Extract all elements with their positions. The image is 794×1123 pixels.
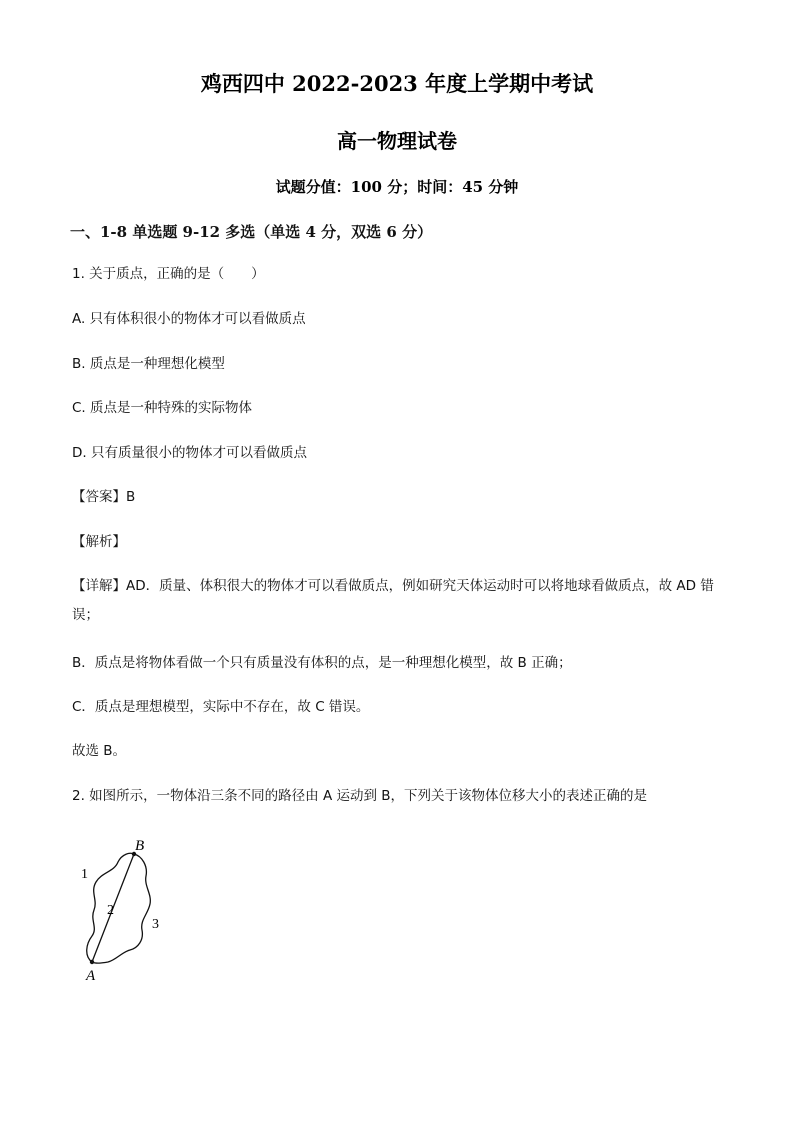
school-exam-title: 鸡西四中 2022-2023 年度上学期中考试 — [200, 71, 594, 96]
question-1-detail-3: C．质点是理想模型，实际中不存在，故 C 错误。 — [72, 699, 370, 715]
point-b-label: B — [135, 838, 145, 854]
question-1-analysis-label: 【解析】 — [72, 534, 126, 550]
question-1-answer: 【答案】B — [72, 489, 136, 505]
path-diagram — [72, 832, 182, 992]
point-a-dot — [90, 960, 94, 964]
exam-meta: 试题分值：100 分；时间：45 分钟 — [275, 178, 519, 196]
question-1-option-d: D. 只有质量很小的物体才可以看做质点 — [72, 445, 307, 461]
path-1-label: 1 — [81, 867, 88, 882]
path-2-label: 2 — [107, 903, 114, 918]
question-1-detail-1: 【详解】AD．质量、体积很大的物体才可以看做质点，例如研究天体运动时可以将地球看做质点，故 AD 错误； — [72, 578, 714, 623]
question-2-stem: 2. 如图所示，一物体沿三条不同的路径由 A 运动到 B，下列关于该物体位移大小的表述正确的是 — [72, 788, 648, 804]
path-3-label: 3 — [152, 917, 159, 932]
question-1-stem: 1. 关于质点，正确的是（ ） — [72, 266, 265, 282]
section-heading: 一、1-8 单选题 9-12 多选（单选 4 分，双选 6 分） — [70, 223, 433, 241]
question-1-option-b: B. 质点是一种理想化模型 — [72, 356, 225, 372]
question-1-conclusion: 故选 B。 — [72, 743, 127, 759]
question-1-option-a: A. 只有体积很小的物体才可以看做质点 — [72, 311, 306, 327]
question-1-option-c: C. 质点是一种特殊的实际物体 — [72, 400, 253, 416]
point-a-label: A — [86, 968, 96, 984]
question-1-detail-2: B．质点是将物体看做一个只有质量没有体积的点，是一种理想化模型，故 B 正确； — [72, 655, 572, 671]
subject-title: 高一物理试卷 — [337, 129, 457, 153]
path-loop — [87, 853, 151, 963]
